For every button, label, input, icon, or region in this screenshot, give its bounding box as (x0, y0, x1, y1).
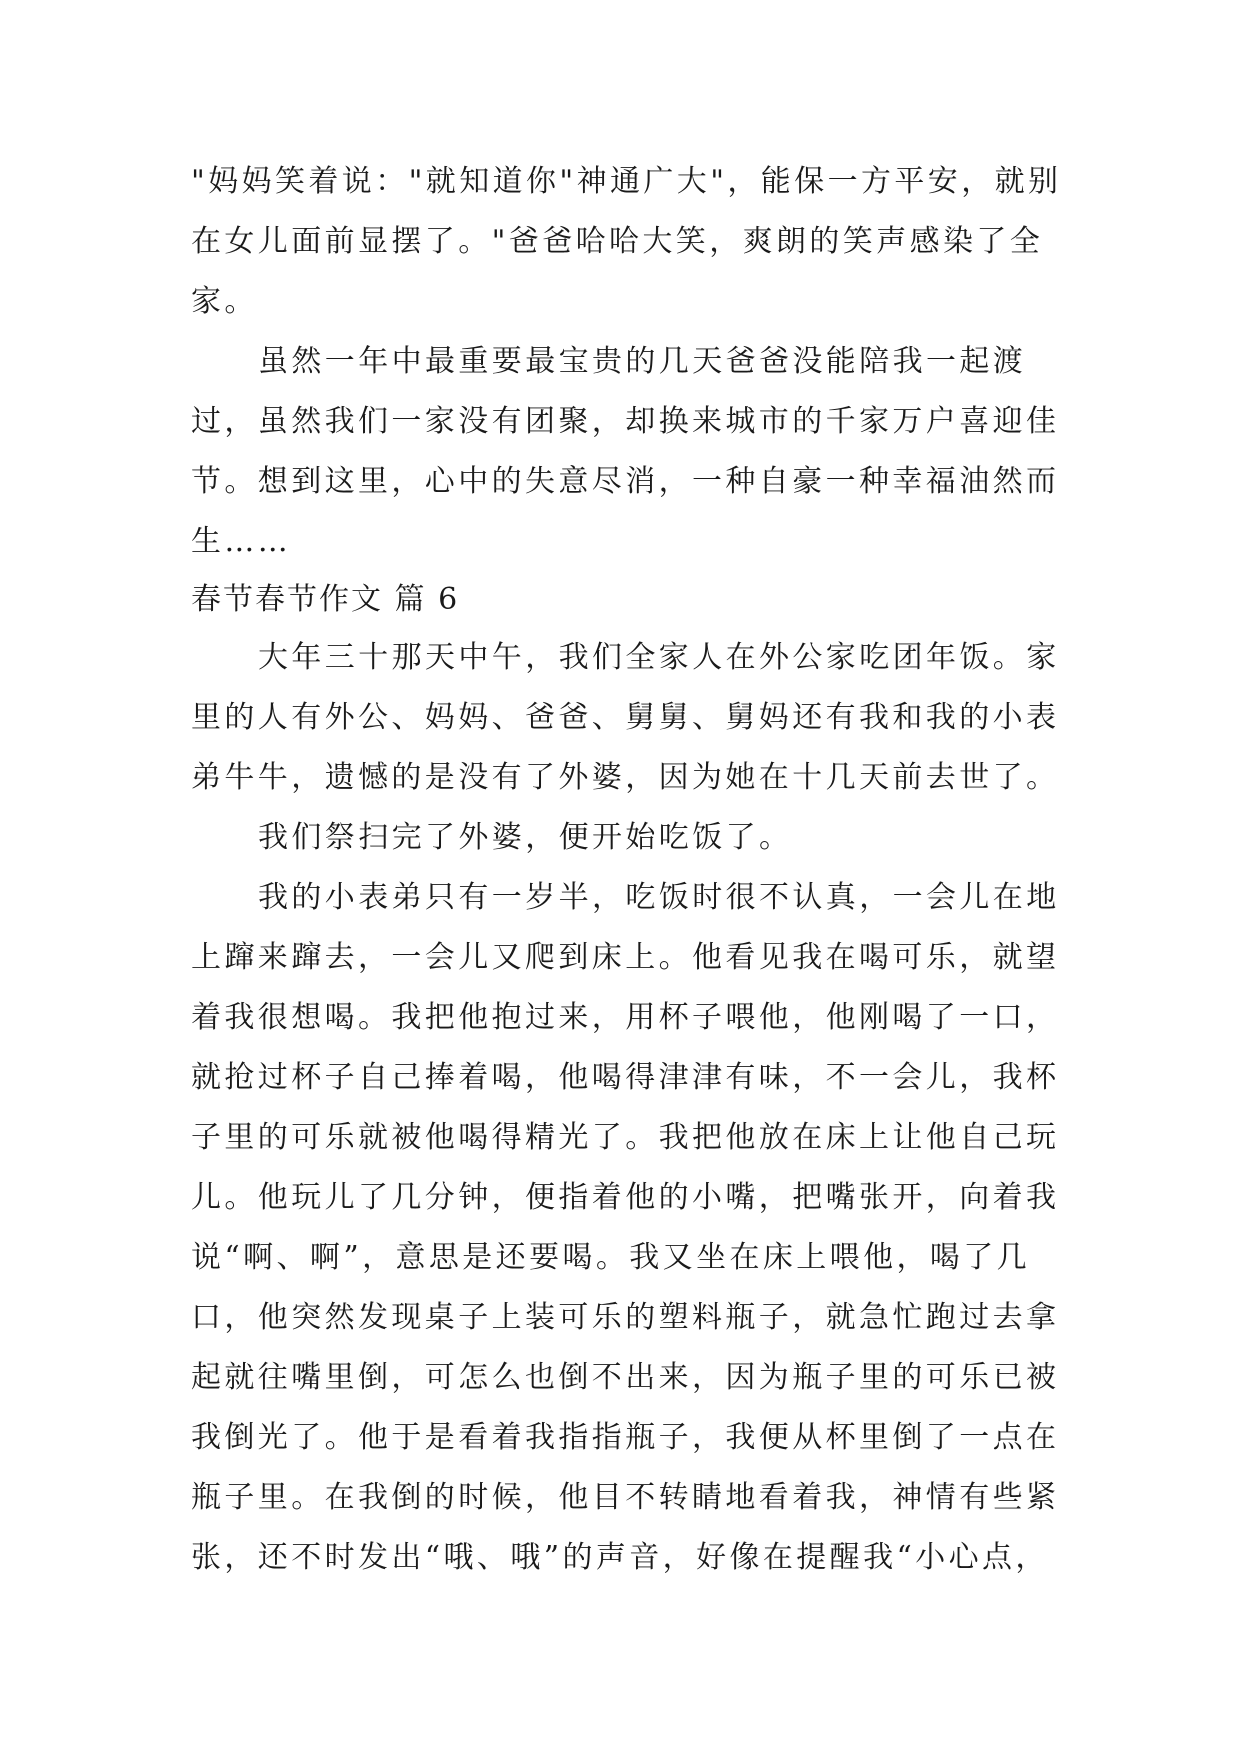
text-line: 口，他突然发现桌子上装可乐的塑料瓶子，就急忙跑过去拿 (191, 1300, 1060, 1335)
text-line: 生…… (191, 524, 292, 559)
text-line: 我的小表弟只有一岁半，吃饭时很不认真，一会儿在地 (258, 880, 1060, 915)
text-line: "妈妈笑着说："就知道你"神通广大"，能保一方平安，就别 (191, 164, 1062, 199)
text-line: 着我很想喝。我把他抱过来，用杯子喂他，他刚喝了一口， (191, 1000, 1060, 1035)
text-line: 就抢过杯子自己捧着喝，他喝得津津有味，不一会儿，我杯 (191, 1060, 1060, 1095)
text-line: 大年三十那天中午，我们全家人在外公家吃团年饭。家 (258, 640, 1060, 675)
text-line: 说“啊、啊”，意思是还要喝。我又坐在床上喂他，喝了几 (191, 1240, 1031, 1275)
text-line: 里的人有外公、妈妈、爸爸、舅舅、舅妈还有我和我的小表 (191, 700, 1060, 735)
text-line: 家。 (191, 284, 258, 319)
text-line: 在女儿面前显摆了。"爸爸哈哈大笑，爽朗的笑声感染了全 (191, 224, 1044, 259)
text-line: 弟牛牛，遗憾的是没有了外婆，因为她在十几天前去世了。 (191, 760, 1060, 795)
text-line: 张，还不时发出“哦、哦”的声音，好像在提醒我“小心点， (191, 1540, 1049, 1575)
text-line: 起就往嘴里倒，可怎么也倒不出来，因为瓶子里的可乐已被 (191, 1360, 1060, 1395)
text-line: 瓶子里。在我倒的时候，他目不转睛地看着我，神情有些紧 (191, 1480, 1060, 1515)
text-line: 过，虽然我们一家没有团聚，却换来城市的千家万户喜迎佳 (191, 404, 1060, 439)
text-line: 节。想到这里，心中的失意尽消，一种自豪一种幸福油然而 (191, 464, 1060, 499)
text-line: 上蹿来蹿去，一会儿又爬到床上。他看见我在喝可乐，就望 (191, 940, 1060, 975)
section-heading: 春节春节作文 篇 6 (191, 582, 460, 617)
text-line: 儿。他玩儿了几分钟，便指着他的小嘴，把嘴张开，向着我 (191, 1180, 1060, 1215)
text-line: 子里的可乐就被他喝得精光了。我把他放在床上让他自己玩 (191, 1120, 1060, 1155)
text-line: 虽然一年中最重要最宝贵的几天爸爸没能陪我一起渡 (258, 344, 1027, 379)
text-line: 我倒光了。他于是看着我指指瓶子，我便从杯里倒了一点在 (191, 1420, 1060, 1455)
text-line: 我们祭扫完了外婆，便开始吃饭了。 (258, 820, 793, 855)
